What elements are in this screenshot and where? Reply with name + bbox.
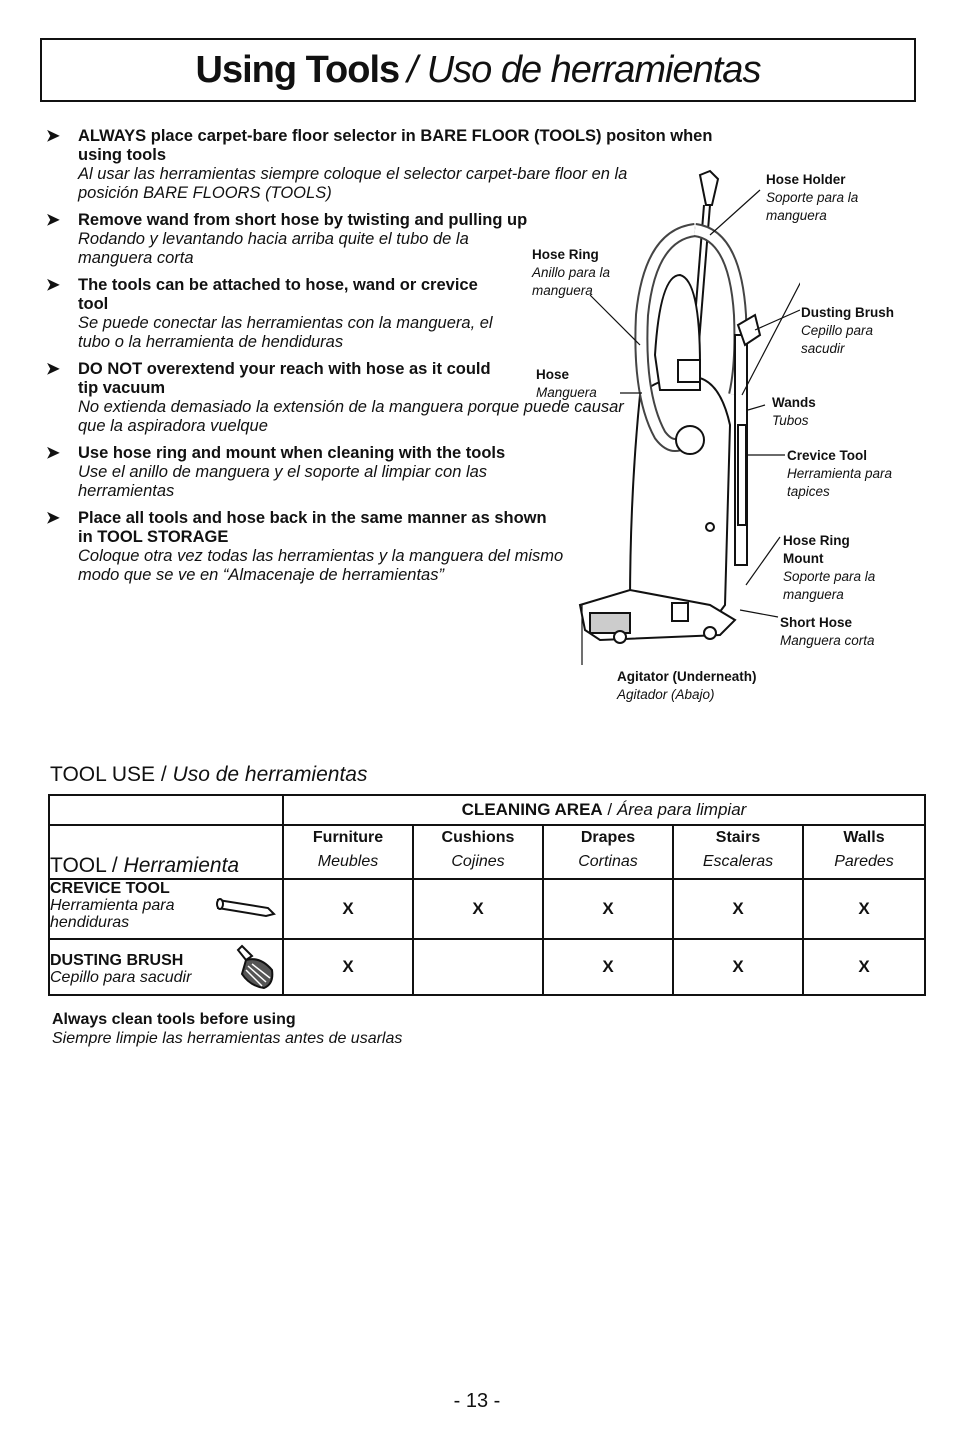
arrow-bullet-icon: ➤ bbox=[46, 127, 60, 145]
mark-cell: X bbox=[673, 879, 803, 939]
instruction-es: No extienda demasiado la extensión de la manguera porque puede causar que la aspiradora vuelque bbox=[78, 398, 624, 435]
title-es: Uso de herramientas bbox=[426, 48, 761, 91]
instruction-en: Use hose ring and mount when cleaning with the tools bbox=[78, 444, 506, 462]
arrow-bullet-icon: ➤ bbox=[46, 211, 60, 229]
title-separator: / bbox=[407, 48, 417, 91]
label-hose-ring-mount: Hose Ring Mount Soporte para la manguera bbox=[783, 533, 876, 602]
cleaning-note: Always clean tools before using Siempre limpie las herramientas antes de usarlas bbox=[52, 1011, 403, 1047]
label-short-hose: Short Hose Manguera corta bbox=[780, 615, 875, 648]
column-header-furniture: Furniture Meubles bbox=[283, 825, 413, 879]
mark-cell: X bbox=[803, 939, 925, 995]
page-number: - 13 - bbox=[453, 1390, 501, 1412]
column-header-drapes: Drapes Cortinas bbox=[543, 825, 673, 879]
mark-cell: X bbox=[283, 939, 413, 995]
instruction-en: DO NOT overextend your reach with hose as it could tip vacuum bbox=[78, 360, 491, 397]
tool-use-table bbox=[48, 794, 926, 996]
instruction-en: The tools can be attached to hose, wand or crevice tool bbox=[78, 276, 478, 313]
instruction-es: Al usar las herramientas siempre coloque el selector carpet-bare floor en la posición BARE FLOORS (TOOLS) bbox=[78, 165, 628, 202]
mark-cell: X bbox=[413, 879, 543, 939]
mark-cell: X bbox=[673, 939, 803, 995]
instruction-item bbox=[46, 444, 638, 501]
mark-cell: X bbox=[283, 879, 413, 939]
table-row bbox=[49, 939, 925, 995]
mark-cell bbox=[413, 939, 543, 995]
arrow-bullet-icon: ➤ bbox=[46, 276, 60, 294]
instruction-item bbox=[46, 276, 528, 352]
instruction-en: Remove wand from short hose by twisting and pulling up bbox=[78, 211, 528, 229]
instruction-en: ALWAYS place carpet-bare floor selector in BARE FLOOR (TOOLS) positon when using tools bbox=[78, 127, 713, 164]
arrow-bullet-icon: ➤ bbox=[46, 444, 60, 462]
label-agitator: Agitator (Underneath) Agitador (Abajo) bbox=[617, 669, 757, 702]
instruction-item bbox=[46, 509, 578, 585]
arrow-bullet-icon: ➤ bbox=[46, 360, 60, 378]
column-header-walls: Walls Paredes bbox=[803, 825, 925, 879]
instruction-es: Use el anillo de manguera y el soporte al limpiar con las herramientas bbox=[78, 463, 488, 500]
label-dusting-brush: Dusting Brush Cepillo para sacudir bbox=[801, 305, 894, 356]
label-wands: Wands Tubos bbox=[772, 395, 816, 428]
column-header-stairs: Stairs Escaleras bbox=[673, 825, 803, 879]
instruction-item bbox=[46, 211, 548, 268]
table-row bbox=[49, 879, 925, 939]
label-crevice-tool: Crevice Tool Herramienta para tapices bbox=[787, 448, 893, 499]
instruction-es: Coloque otra vez todas las herramientas y la manguera del mismo modo que se ve en “Almacenaje de herramientas” bbox=[78, 547, 564, 584]
row-tool-crevice: CREVICE TOOL Herramienta para hendiduras bbox=[49, 879, 283, 939]
table-corner bbox=[49, 795, 283, 825]
column-header-cushions: Cushions Cojines bbox=[413, 825, 543, 879]
instruction-es: Se puede conectar las herramientas con la manguera, el tubo o la herramienta de hendiduras bbox=[78, 314, 493, 351]
instruction-en: Place all tools and hose back in the same manner as shown in TOOL STORAGE bbox=[78, 509, 547, 546]
label-hose-holder: Hose Holder Soporte para la manguera bbox=[766, 172, 859, 223]
mark-cell: X bbox=[543, 939, 673, 995]
crevice-tool-icon bbox=[214, 894, 278, 918]
arrow-bullet-icon: ➤ bbox=[46, 509, 60, 527]
mark-cell: X bbox=[803, 879, 925, 939]
label-hose-ring: Hose Ring Anillo para la manguera bbox=[532, 247, 611, 298]
row-tool-dusting-brush: DUSTING BRUSH Cepillo para sacudir bbox=[49, 939, 283, 995]
dusting-brush-icon bbox=[230, 942, 278, 994]
vacuum-illustration bbox=[560, 165, 800, 665]
title-en: Using Tools bbox=[195, 48, 400, 91]
tool-column-header: TOOL / Herramienta bbox=[49, 825, 283, 879]
label-hose: Hose Manguera bbox=[536, 367, 597, 400]
tool-use-heading: TOOL USE / Uso de herramientas bbox=[50, 763, 368, 786]
mark-cell: X bbox=[543, 879, 673, 939]
cleaning-area-header: CLEANING AREA / Área para limpiar bbox=[283, 795, 925, 825]
page-title bbox=[40, 38, 916, 102]
instruction-es: Rodando y levantando hacia arriba quite el tubo de la manguera corta bbox=[78, 230, 469, 267]
